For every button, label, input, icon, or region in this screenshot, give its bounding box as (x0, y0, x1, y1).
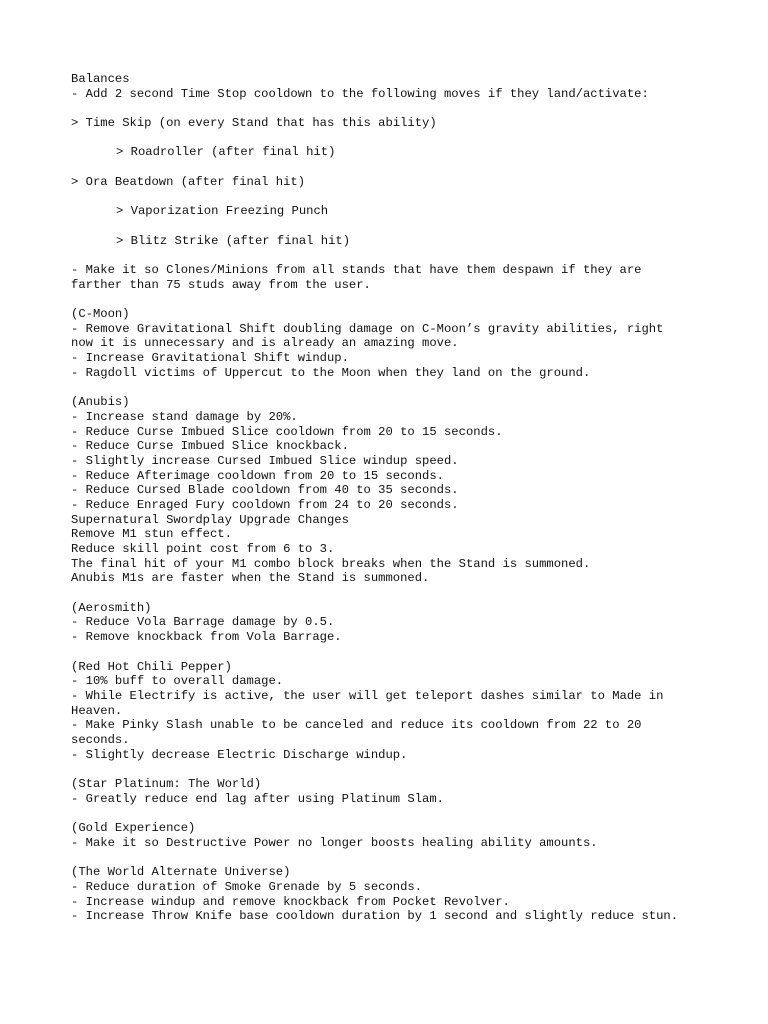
text-line: - Reduce Enraged Fury cooldown from 24 to 20 seconds. (71, 497, 459, 512)
time-stop-item: > Ora Beatdown (after final hit) (71, 174, 306, 189)
the-world-alternate-universe-section (71, 865, 751, 924)
time-stop-item: > Roadroller (after final hit) (116, 145, 336, 160)
text-line: - Slightly decrease Electric Discharge windup. (71, 747, 408, 762)
text-line: - 10% buff to overall damage. (71, 674, 284, 689)
text-line: - Reduce Cursed Blade cooldown from 40 to 35 seconds. (71, 483, 459, 498)
section-title: Balances (71, 72, 130, 86)
text-line: - Reduce Curse Imbued Slice cooldown from 20 to 15 seconds. (71, 424, 503, 439)
spacer (71, 160, 751, 175)
text-line: Anubis M1s are faster when the Stand is summoned. (71, 571, 430, 586)
clones-section (71, 263, 751, 292)
spacer (71, 380, 751, 395)
text-line: - While Electrify is active, the user will get teleport dashes similar to Made in (71, 688, 664, 703)
text-line: - Slightly increase Cursed Imbued Slice windup speed. (71, 453, 459, 468)
section-heading: (C-Moon) (71, 307, 130, 321)
text-line: - Increase windup and remove knockback from Pocket Revolver. (71, 894, 510, 909)
text-line: - Make it so Clones/Minions from all stands that have them despawn if they are (71, 262, 642, 277)
text-line: - Reduce Afterimage cooldown from 20 to 15 seconds. (71, 468, 444, 483)
spacer (71, 248, 751, 263)
section-heading: (Aerosmith) (71, 600, 152, 615)
text-line: seconds. (71, 732, 130, 747)
text-line: - Remove knockback from Vola Barrage. (71, 630, 342, 645)
text-line: - Make it so Destructive Power no longer boosts healing ability amounts. (71, 835, 598, 850)
spacer (71, 645, 751, 660)
gold-experience-section (71, 821, 751, 850)
text-line: - Increase Throw Knife base cooldown duration by 1 second and slightly reduce stun. (71, 909, 679, 924)
text-line: - Make Pinky Slash unable to be canceled and reduce its cooldown from 22 to 20 (71, 718, 642, 733)
spacer (71, 762, 751, 777)
section-heading: (Anubis) (71, 395, 130, 410)
text-line: - Reduce Vola Barrage damage by 0.5. (71, 615, 335, 630)
spacer (71, 190, 751, 205)
spacer (71, 806, 751, 821)
red-hot-chili-pepper-section (71, 660, 751, 763)
spacer (71, 586, 751, 601)
section-heading: (Red Hot Chili Pepper) (71, 659, 232, 674)
star-platinum-the-world-section (71, 777, 751, 806)
text-line: - Reduce Curse Imbued Slice knockback. (71, 439, 349, 454)
text-line: Supernatural Swordplay Upgrade Changes (71, 512, 349, 527)
document-body (71, 72, 751, 924)
intro-line: - Add 2 second Time Stop cooldown to the following moves if they land/activate: (71, 86, 649, 101)
text-line: now it is unnecessary and is already an amazing move. (71, 336, 459, 351)
text-line: Heaven. (71, 703, 123, 718)
time-stop-item: > Vaporization Freezing Punch (116, 204, 329, 219)
spacer (71, 131, 751, 146)
text-line: Reduce skill point cost from 6 to 3. (71, 542, 335, 556)
text-line: - Reduce duration of Smoke Grenade by 5 seconds. (71, 879, 423, 894)
time-stop-item: > Blitz Strike (after final hit) (116, 233, 351, 248)
text-line: farther than 75 studs away from the user. (71, 277, 371, 292)
text-line: The final hit of your M1 combo block breaks when the Stand is summoned. (71, 556, 591, 571)
spacer (71, 292, 751, 307)
time-stop-item: > Time Skip (on every Stand that has this ability) (71, 116, 437, 131)
anubis-section (71, 395, 751, 586)
text-line: Remove M1 stun effect. (71, 527, 232, 542)
spacer (71, 101, 751, 116)
section-heading: (The World Alternate Universe) (71, 865, 291, 880)
text-line: - Greatly reduce end lag after using Platinum Slam. (71, 791, 444, 806)
section-heading: (Star Platinum: The World) (71, 777, 262, 791)
spacer (71, 850, 751, 865)
aerosmith-section (71, 601, 751, 645)
spacer (71, 219, 751, 234)
text-line: - Remove Gravitational Shift doubling damage on C-Moon’s gravity abilities, right (71, 321, 664, 336)
text-line: - Ragdoll victims of Uppercut to the Moon when they land on the ground. (71, 365, 591, 380)
section-heading: (Gold Experience) (71, 821, 196, 836)
text-line: - Increase Gravitational Shift windup. (71, 351, 349, 366)
c-moon-section (71, 307, 751, 380)
text-line: - Increase stand damage by 20%. (71, 409, 298, 424)
